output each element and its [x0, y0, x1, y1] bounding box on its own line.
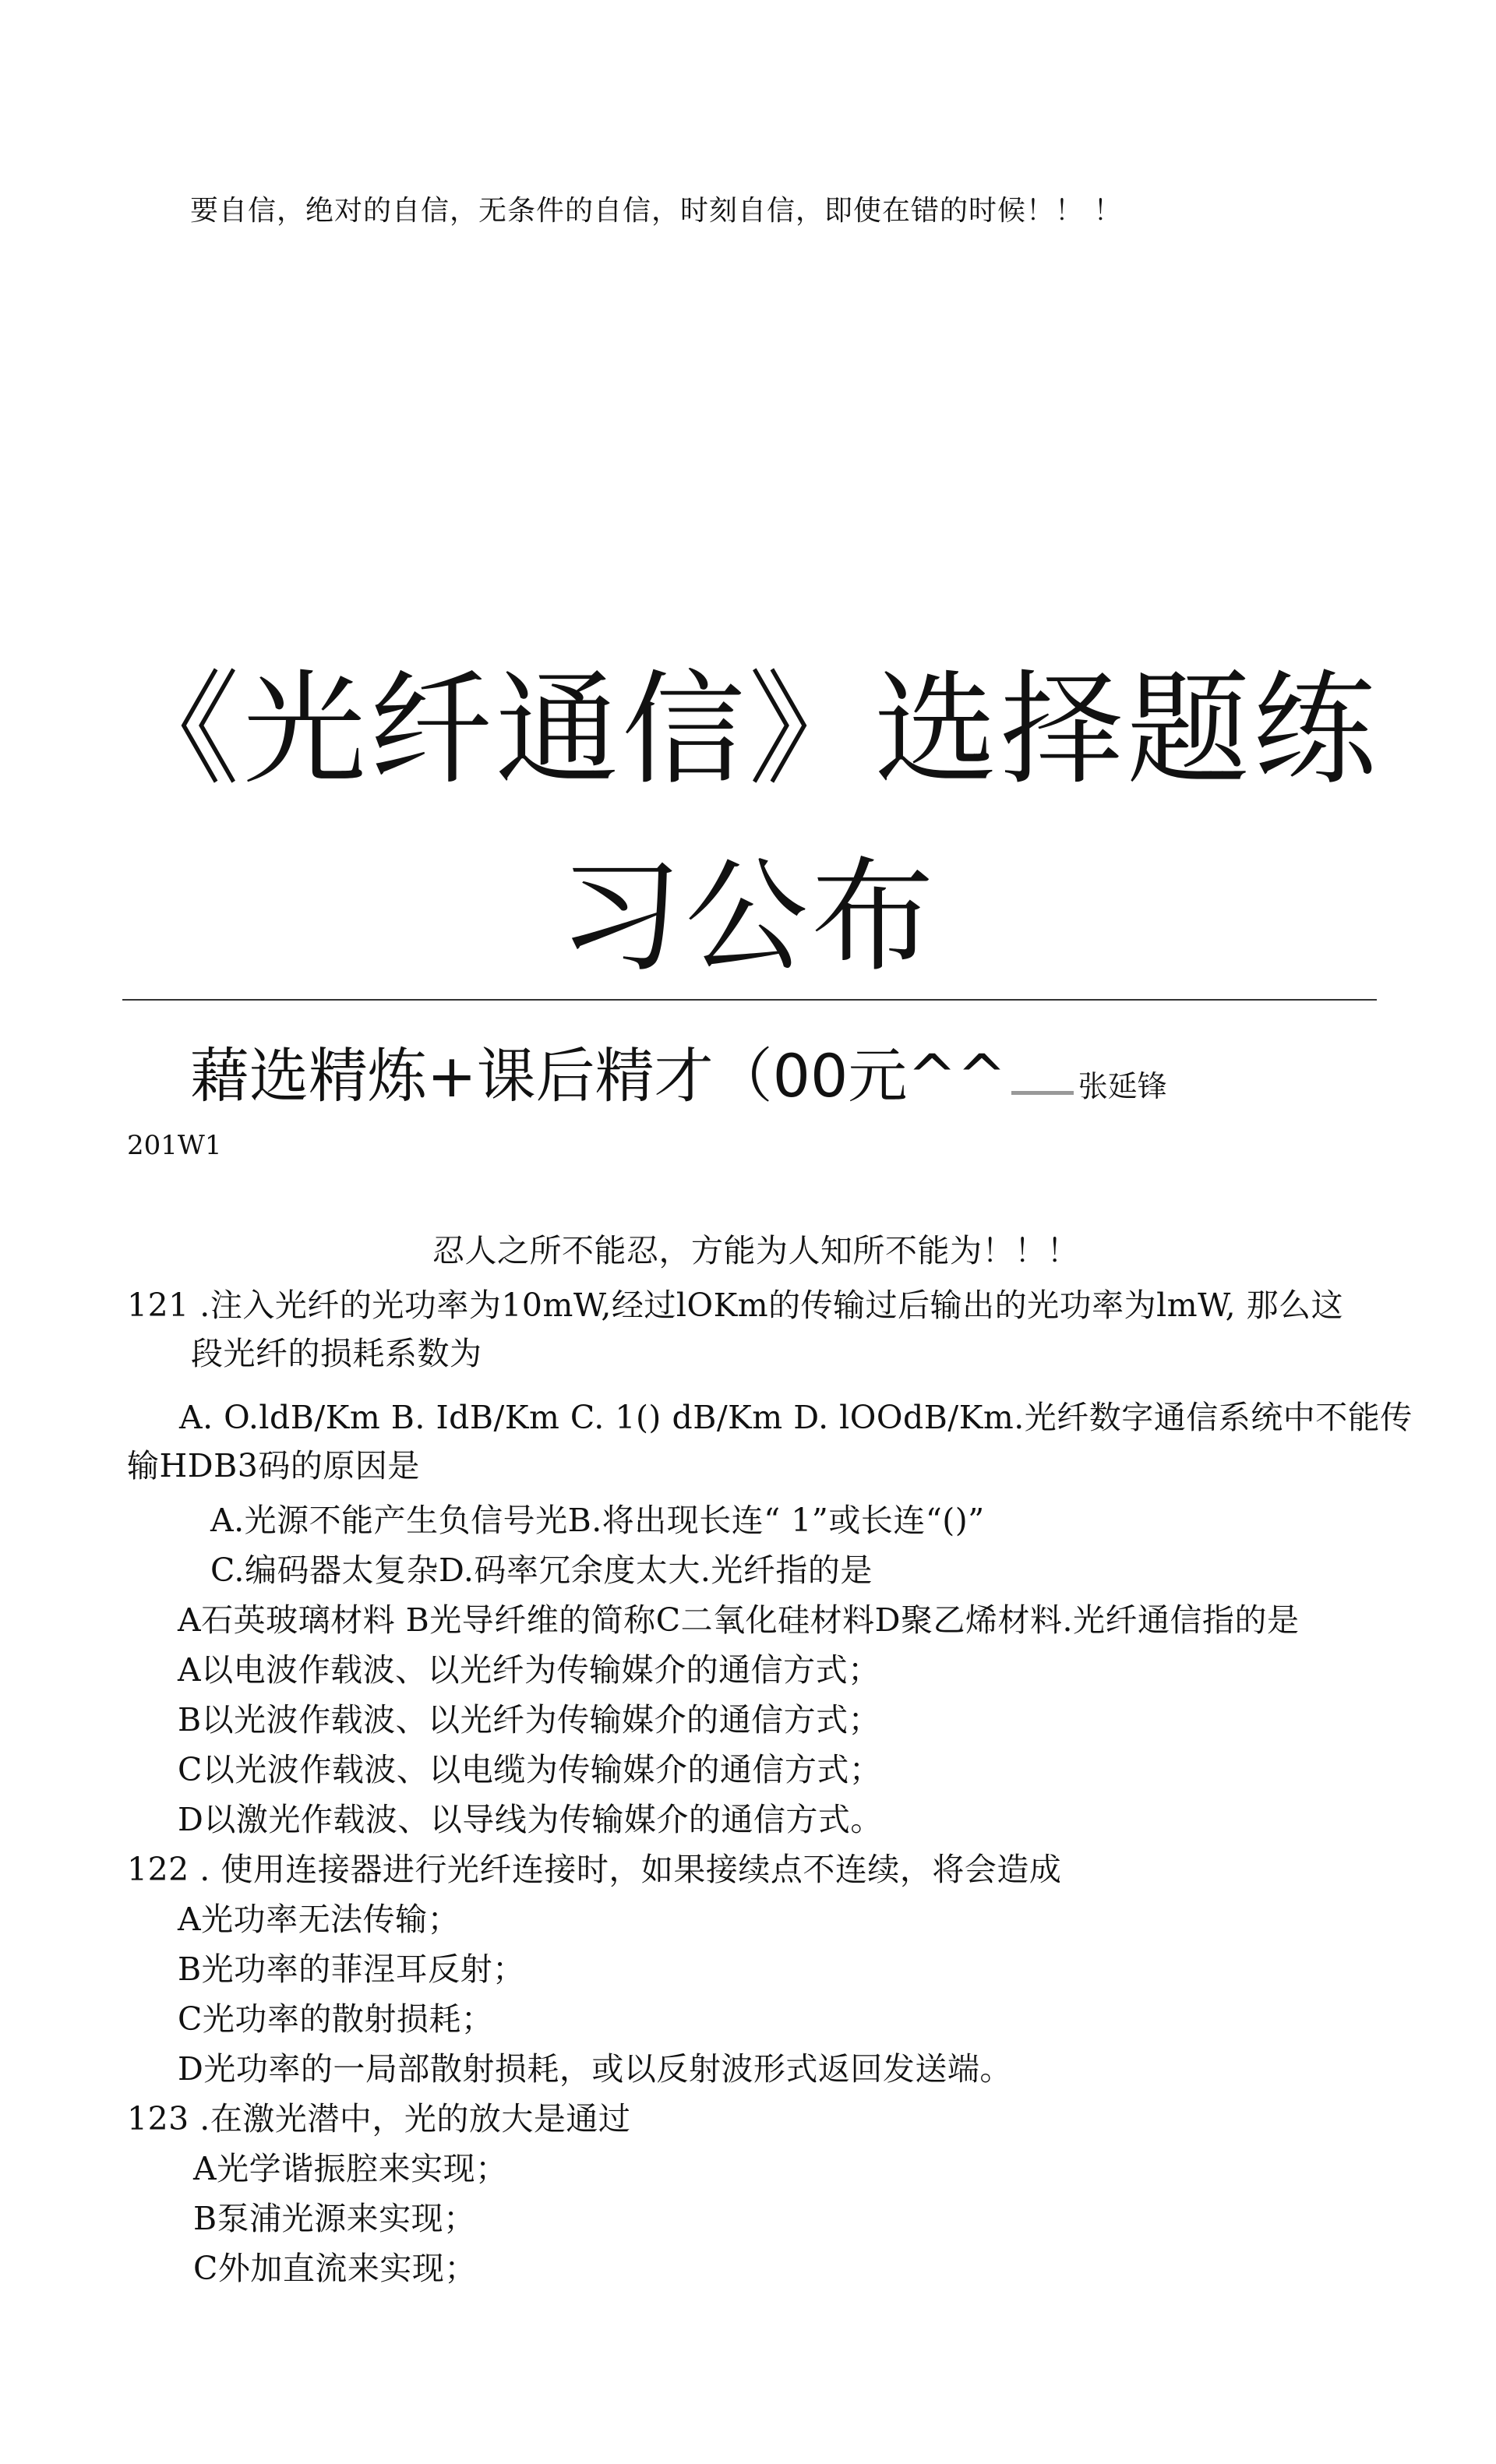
- subtitle-dash: [1011, 1091, 1074, 1095]
- question-122: 122 . 使用连接器进行光纤连接时，如果接续点不连续，将会造成: [127, 1851, 1062, 1888]
- question-123: 123 .在激光潜中，光的放大是通过: [127, 2100, 631, 2137]
- document-title-line2: 习公布: [559, 845, 937, 989]
- subtitle-text: 藉选精炼+课后精才（00元^^: [190, 1041, 1007, 1110]
- subtitle-row: [190, 1029, 1167, 1114]
- document-date: 201W1: [127, 1130, 222, 1161]
- option-line: C以光波作载波、以电缆为传输媒介的通信方式；: [178, 1751, 882, 1788]
- question-121-cont: 段光纤的损耗系数为: [191, 1335, 482, 1372]
- question-121-options: A. O.ldB/Km B. IdB/Km C. 1() dB/Km D. lOOdB/Km.光纤数字通信系统中不能传: [179, 1399, 1413, 1436]
- option-line: A光功率无法传输；: [178, 1901, 460, 1938]
- document-title-line1: 《光纤通信》选择题练: [117, 658, 1379, 802]
- option-line: A光学谐振腔来实现；: [193, 2150, 508, 2187]
- option-line: C外加直流来实现；: [193, 2250, 477, 2287]
- author-name: 张延锋: [1078, 1069, 1167, 1103]
- title-divider: [122, 999, 1377, 1001]
- option-line: D光功率的一局部散射损耗，或以反射波形式返回发送端。: [178, 2050, 1012, 2088]
- option-line: C光功率的散射损耗；: [178, 2000, 494, 2038]
- option-line: C.编码器太复杂D.码率冗余度太大.光纤指的是: [210, 1551, 873, 1589]
- option-line: A.光源不能产生负信号光B.将出现长连“ 1”或长连“()”: [210, 1502, 985, 1539]
- quote: 忍人之所不能忍，方能为人知所不能为！！！: [432, 1232, 1079, 1269]
- header-motto: 要自信，绝对的自信，无条件的自信，时刻自信，即使在错的时候！！ ！: [190, 195, 1123, 227]
- question-text-cont: 输HDB3码的原因是: [127, 1447, 420, 1484]
- option-line: A以电波作载波、以光纤为传输媒介的通信方式；: [178, 1651, 880, 1689]
- option-line: B光功率的菲涅耳反射；: [178, 1950, 525, 1988]
- question-121: 121 .注入光纤的光功率为10mW,经过lOKm的传输过后输出的光功率为lmW, 那么这: [127, 1287, 1344, 1324]
- option-line: A石英玻璃材料 B光导纤维的简称C二氧化硅材料D聚乙烯材料.光纤通信指的是: [178, 1601, 1300, 1639]
- option-line: B泵浦光源来实现；: [193, 2200, 476, 2237]
- option-line: D以激光作载波、以导线为传输媒介的通信方式。: [178, 1801, 883, 1838]
- option-line: B以光波作载波、以光纤为传输媒介的通信方式；: [178, 1701, 881, 1739]
